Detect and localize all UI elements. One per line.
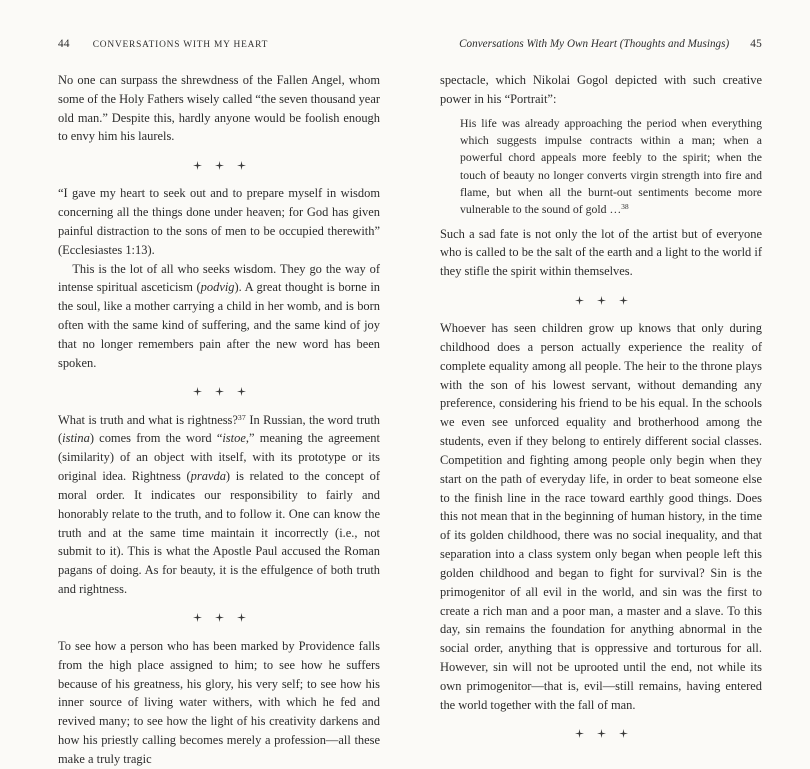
verso-paragraph-4-part-a: What is truth and what is rightness? xyxy=(58,412,238,427)
verso-italic-pravda: pravda xyxy=(190,469,226,484)
four-pointed-star-icon xyxy=(237,161,246,170)
verso-paragraph-3-part-b: ). A great thought is borne in the soul, like a mother carrying a child in her womb, and is born often with the same kind of suffering, and the same kind of joy that no longer remembers pain after the new word has been spoken. xyxy=(58,280,380,370)
four-pointed-star-icon xyxy=(215,387,224,396)
verso-paragraph-4-part-d: ,” meaning the agreement (similarity) of an object with itself, with its prototype or its original idea. Rightness ( xyxy=(58,431,380,484)
section-divider xyxy=(58,384,380,400)
verso-running-head-title: CONVERSATIONS WITH MY HEART xyxy=(92,40,269,50)
verso-paragraph-4-part-c: ) comes from the word “ xyxy=(89,431,223,446)
four-pointed-star-icon xyxy=(193,613,202,622)
verso-paragraph-3-part-a: This is the lot of all who seeks wisdom. They go the way of intense spiritual asceticism ( xyxy=(58,261,380,295)
four-pointed-star-icon xyxy=(597,729,606,738)
four-pointed-star-icon xyxy=(193,387,202,396)
recto-running-head xyxy=(440,38,762,54)
four-pointed-star-icon xyxy=(237,613,246,622)
four-pointed-star-icon xyxy=(597,296,606,305)
four-pointed-star-icon xyxy=(619,296,628,305)
verso-paragraph-4 xyxy=(58,411,380,599)
verso-italic-istoe: istoe xyxy=(222,431,246,446)
section-divider xyxy=(440,292,762,308)
verso-page xyxy=(0,0,405,766)
recto-paragraph-1: spectacle, which Nikolai Gogol depicted with such creative power in his “Portrait”: xyxy=(440,73,762,106)
section-divider xyxy=(58,610,380,626)
verso-paragraph-2: “I gave my heart to seek out and to prepare myself in wisdom concerning all the things done under heaven; for God has given painful distraction to the sons of men to be occupied therewith” (Ecclesiastes 1:13). xyxy=(58,186,380,257)
verso-running-head xyxy=(58,38,380,54)
footnote-marker-37[interactable]: 37 xyxy=(237,412,246,422)
verso-paragraph-3 xyxy=(58,260,380,373)
section-divider xyxy=(440,726,762,742)
verso-paragraph-4-part-b: In Russian, the word truth ( xyxy=(58,412,380,446)
verso-body-text xyxy=(58,71,380,769)
four-pointed-star-icon xyxy=(619,729,628,738)
verso-paragraph-5: To see how a person who has been marked by Providence falls from the high place assigned to him; to see how he suffers because of his greatness, his glory, his very self; to see how his inner source of living water withers, with which he fed and revived many; to see how the light of his creativity darkens and how his priestly calling becomes merely a profession—all these make a truly tragic xyxy=(58,638,380,766)
recto-running-head-title: Conversations With My Own Heart (Thoughts and Musings) xyxy=(459,38,730,50)
recto-page xyxy=(405,0,810,712)
blockquote-body: His life was already approaching the period when everything which suggests impulse contracts within a man; when a powerful chord appeals more feebly to the spirit; when the touch of beauty no longer converts virgin strength into fire and flame, but when all the burnt-out sentiments become more vulnerable to the sound of gold … xyxy=(460,116,762,217)
four-pointed-star-icon xyxy=(193,161,202,170)
four-pointed-star-icon xyxy=(215,161,224,170)
recto-paragraph-3: Whoever has seen children grow up knows that only during childhood does a person actually experience the reality of complete equality among all people. The heir to the throne plays with the son of his lowest servant, without demanding any preference, considering his friend to be his equal. In the schools we even see unforced equality and brotherhood among the students, even if they belong to entirely different social classes. Competition and fighting among people only begin when they start on the path of everyday life, in order to beat someone else to the finish line in the race toward earthly good things. Does this not mean that in the beginning of human history, in the time of its golden childhood, there was no social inequality, and that separation into a class system only began when people left this golden childhood and began to fight for survival? Sin is the primogenitor of all evil in the world, and sin was the first to create a rich man and a poor man, a master and a slave. To this day, sin remains the foundation for anything abnormal in the social order, anything that is oppressive and torturous for all. However, sin will not be uprooted until the end, not while its own primogenitor—that is, evil—still remains, having entered the world together with the fall of man. xyxy=(440,321,762,712)
verso-paragraph-4-part-e: ) is related to the concept of moral order. It indicates our responsibility to fairly and honorably relate to the truth, and to follow it. One can know the truth and at the same time maintain it incorrectly (i.e., not submit to it). This is what the Apostle Paul accused the Roman pagans of doing. As for beauty, it is the effulgence of both truth and rightness. xyxy=(58,469,380,597)
recto-folio: 45 xyxy=(750,38,762,50)
verso-folio: 44 xyxy=(58,38,70,50)
verso-italic-podvig: podvig xyxy=(200,280,235,295)
four-pointed-star-icon xyxy=(575,296,584,305)
footnote-marker-38[interactable]: 38 xyxy=(621,203,629,212)
section-divider xyxy=(58,157,380,173)
recto-body-text xyxy=(440,71,762,742)
gogol-portrait-blockquote xyxy=(440,115,762,219)
verso-paragraph-1: No one can surpass the shrewdness of the Fallen Angel, whom some of the Holy Fathers wisely called “the seven thousand year old man.” Despite this, hardly anyone would be foolish enough to envy him his laurels. xyxy=(58,73,380,144)
four-pointed-star-icon xyxy=(215,613,224,622)
four-pointed-star-icon xyxy=(237,387,246,396)
verso-italic-istina: istina xyxy=(62,431,90,446)
blockquote-text xyxy=(460,115,762,219)
four-pointed-star-icon xyxy=(575,729,584,738)
recto-paragraph-2: Such a sad fate is not only the lot of the artist but of everyone who is called to be the salt of the earth and a light to the world if they stifle the spirit within themselves. xyxy=(440,226,762,279)
